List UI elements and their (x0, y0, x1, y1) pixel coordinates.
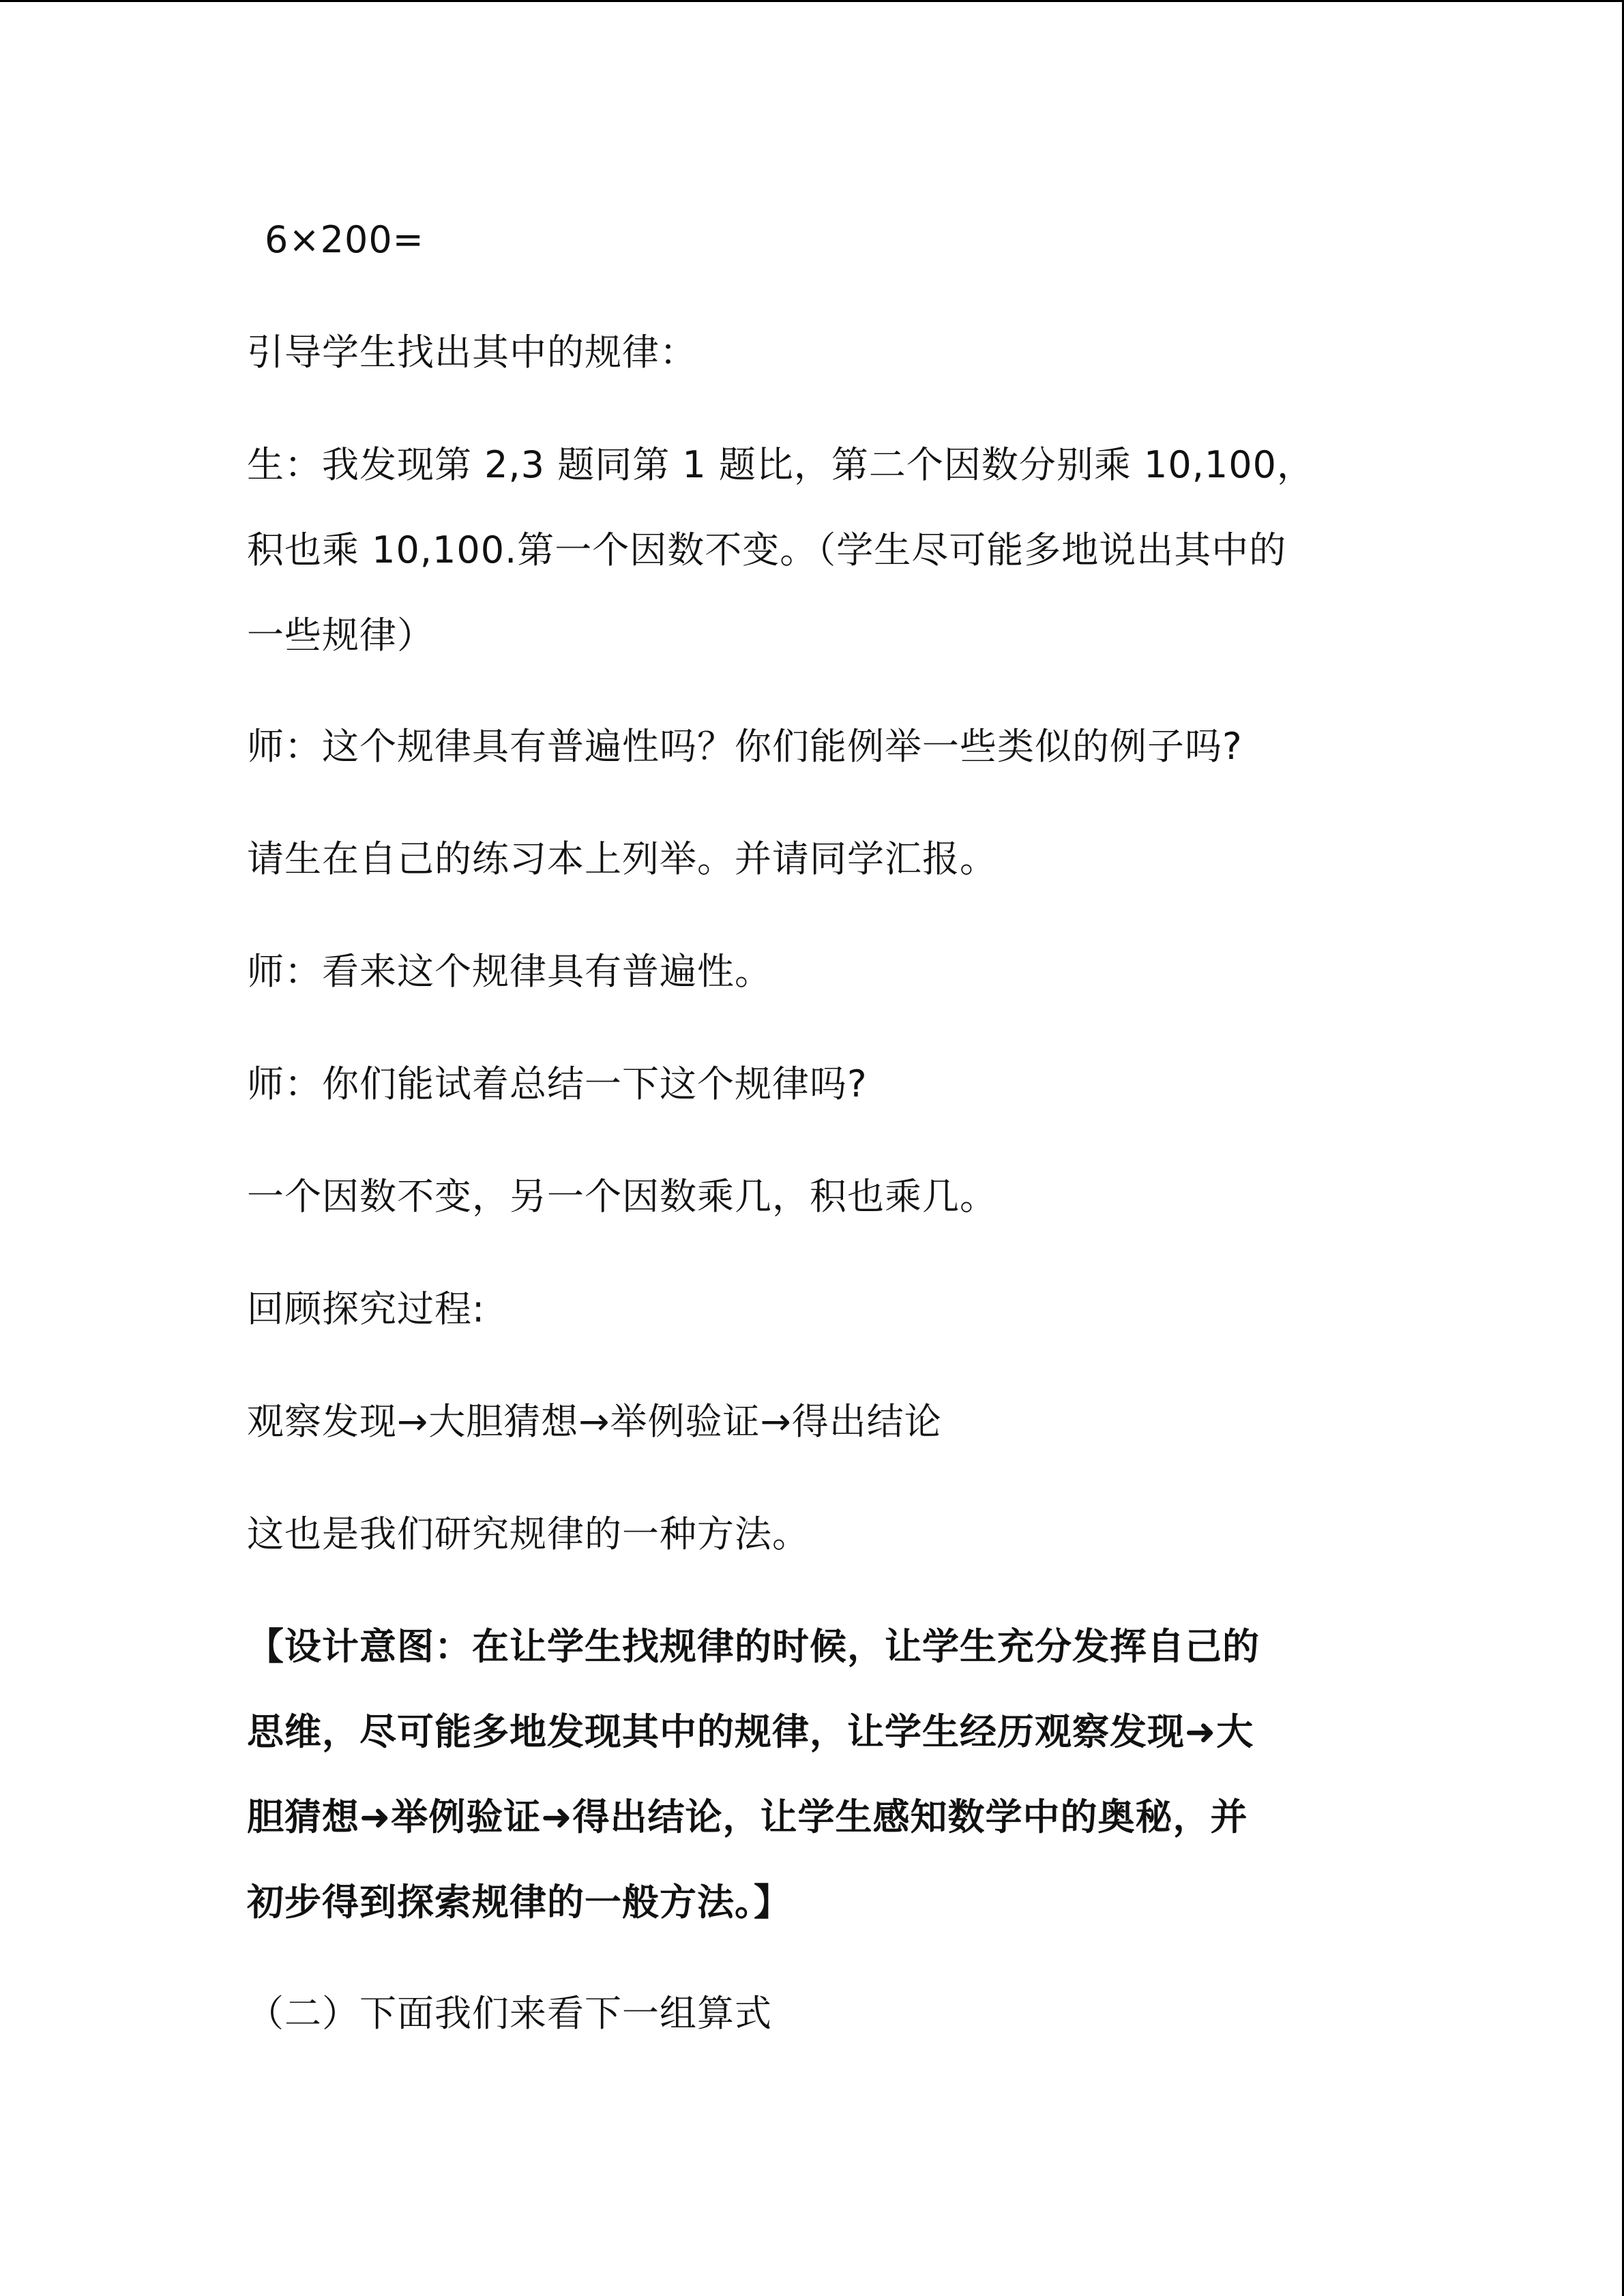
design-intent-line: 思维，尽可能多地发现其中的规律，让学生经历观察发现➜大 (247, 1710, 1254, 1753)
design-intent-line: 胆猜想➜举例验证➜得出结论，让学生感知数学中的奥秘，并 (247, 1795, 1248, 1838)
paragraph-line: 积也乘 10,100.第一个因数不变。（学生尽可能多地说出其中的 (247, 528, 1287, 571)
paragraph-line: 请生在自己的练习本上列举。并请同学汇报。 (247, 837, 997, 880)
design-intent-line: 初步得到探索规律的一般方法。】 (247, 1881, 791, 1924)
paragraph-line: 师：你们能试着总结一下这个规律吗? (247, 1062, 868, 1105)
process-line: 观察发现→大胆猜想→举例验证→得出结论 (247, 1400, 942, 1443)
paragraph-line: 生：我发现第 2,3 题同第 1 题比，第二个因数分别乘 10,100， (247, 443, 1315, 486)
section-heading: （二）下面我们来看下一组算式 (247, 1992, 772, 2035)
design-intent-line: 【设计意图：在让学生找规律的时候，让学生充分发挥自己的 (247, 1625, 1260, 1668)
paragraph-line: 回顾探究过程: (247, 1287, 486, 1330)
paragraph-line: 师：这个规律具有普遍性吗？你们能例举一些类似的例子吗? (247, 725, 1243, 768)
paragraph-line: 一些规律） (247, 614, 434, 657)
paragraph-line: 师：看来这个规律具有普遍性。 (247, 950, 772, 993)
paragraph-line: 这也是我们研究规律的一种方法。 (247, 1512, 810, 1555)
paragraph-line: 一个因数不变，另一个因数乘几，积也乘几。 (247, 1175, 997, 1218)
equation-line: 6×200= (265, 218, 424, 261)
paragraph-line: 引导学生找出其中的规律： (247, 331, 697, 374)
